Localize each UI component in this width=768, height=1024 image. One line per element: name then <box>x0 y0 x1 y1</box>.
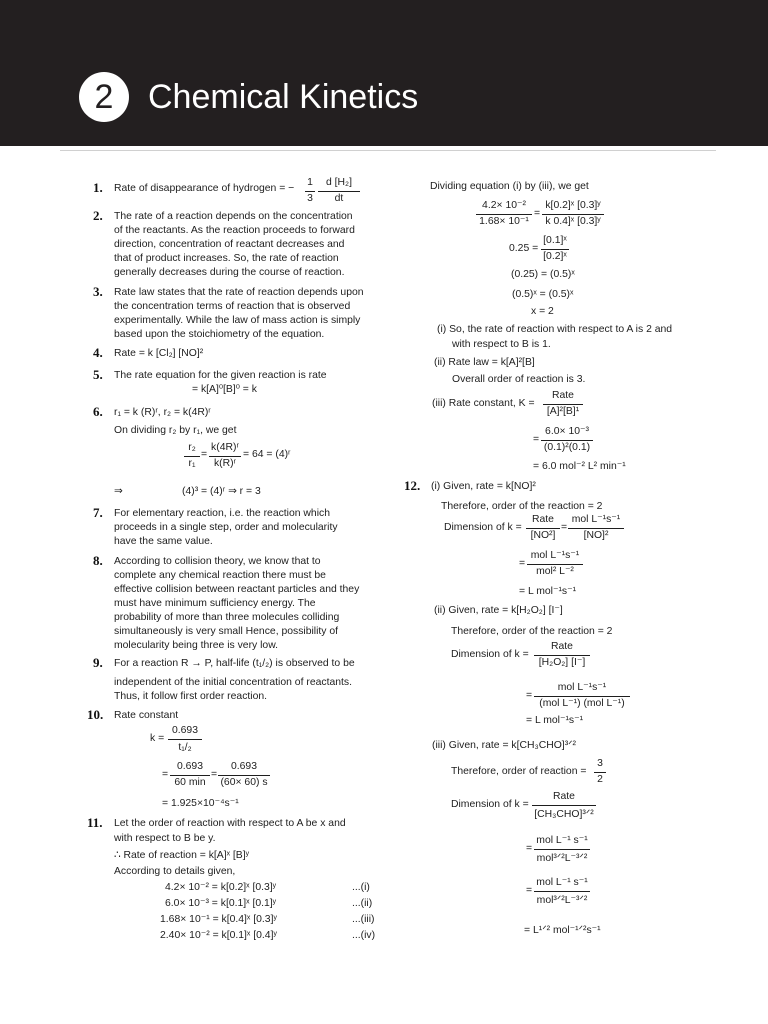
q12-dim-label: Dimension of k = <box>451 799 529 810</box>
q10-frac3-den: (60× 60) s <box>220 777 268 788</box>
q2-line: of the reactants. As the reaction proceeds to forward <box>114 225 355 236</box>
q11-line: According to details given, <box>114 866 236 877</box>
q6-rhs: = 64 = (4)ʳ <box>243 449 291 460</box>
q11-frac1b-num: k[0.2]ˣ [0.3]ʸ <box>545 200 601 211</box>
q11-step: (0.5)ˣ = (0.5)ˣ <box>512 289 574 300</box>
q11-p3-den: [A]²[B]¹ <box>546 406 580 417</box>
q9-line: independent of the initial concentration of reactants. <box>114 677 352 688</box>
q10-frac2-den: 60 min <box>174 777 206 788</box>
q12-iii-order-num: 3 <box>597 758 603 769</box>
q8-line: probability of more than three molecules colliding <box>114 612 340 623</box>
q11-frac2-lhs: 0.25 = <box>509 243 539 254</box>
q12-iii-frac2-num: mol L⁻¹ s⁻¹ <box>536 835 588 846</box>
q1-d-den: dt <box>334 193 344 204</box>
q6-line: On dividing r₂ by r₁, we get <box>114 425 237 436</box>
q12-ii-frac1-num: Rate <box>551 641 573 652</box>
q3-line: Rate law states that the rate of reaction depends upon <box>114 287 364 298</box>
q12-dim-label: Dimension of k = <box>451 649 529 660</box>
q12-iii-frac1-den: [CH₃CHO]³ᐟ² <box>534 809 594 820</box>
q7-line: proceeds in a single step, order and molecularity <box>114 522 338 533</box>
q12-ii-frac2-num: mol L⁻¹s⁻¹ <box>557 682 607 693</box>
q8-line: According to collision theory, we know that to <box>114 556 321 567</box>
q11-line: with respect to B be y. <box>114 833 216 844</box>
q11-p3b-den: (0.1)²(0.1) <box>543 442 591 453</box>
q12-number: 12. <box>404 478 421 493</box>
q12-line: Therefore, order of the reaction = 2 <box>441 501 603 512</box>
q12-equals: = <box>561 522 568 533</box>
q11-frac1-den: 1.68× 10⁻¹ <box>479 216 529 227</box>
q11-part-line: (i) So, the rate of reaction with respect to A is 2 and <box>437 324 673 335</box>
q8-line: simultaneously is very small Hence, possibility of <box>114 626 339 637</box>
q11-line: ∴ Rate of reaction = k[A]ˣ [B]ʸ <box>114 850 249 861</box>
q8-line: effective collision between reactant particles and they <box>114 584 360 595</box>
q10-frac1-den: t₁/₂ <box>178 742 192 753</box>
q2-line: that of product increases. So, the rate of reaction <box>114 253 339 264</box>
q6-frac2-den: k(R)ʳ <box>213 458 237 469</box>
q12-line: Therefore, order of reaction = <box>451 766 587 777</box>
q4-number: 4. <box>93 345 103 360</box>
q6-line: r₁ = k (R)ʳ, r₂ = k(4R)ʳ <box>114 407 211 418</box>
q11-frac2-den: [0.2]ˣ <box>543 251 567 262</box>
q11-equation-tag: ...(iii) <box>352 914 375 925</box>
q12-i-frac2-num: mol L⁻¹s⁻¹ <box>571 514 621 525</box>
q2-line: generally decreases during the course of reaction. <box>114 267 345 278</box>
q3-line: the concentration terms of reaction that is observed <box>114 301 351 312</box>
q12-line: (i) Given, rate = k[NO]² <box>431 481 536 492</box>
q12-i-frac1-den: [NO²] <box>530 530 556 541</box>
q10-label: Rate constant <box>114 710 179 721</box>
q12-iii-frac3-num: mol L⁻¹ s⁻¹ <box>536 877 588 888</box>
q2-line: direction, concentration of reactant decreases and <box>114 239 345 250</box>
q12-equals: = <box>519 558 526 569</box>
q11-frac1b-den: k 0.4]ˣ [0.3]ʸ <box>545 216 601 227</box>
q11-frac1-num: 4.2× 10⁻² <box>482 200 526 211</box>
q6-frac2-num: k(4R)ʳ <box>211 442 239 453</box>
q8-line: molecularity being three is very low. <box>114 640 279 651</box>
q12-ii-frac2-den: (mol L⁻¹) (mol L⁻¹) <box>539 698 625 709</box>
q5-line: The rate equation for the given reaction is rate <box>114 370 327 381</box>
q12-equals: = <box>526 690 533 701</box>
q6-number: 6. <box>93 404 103 419</box>
q12-equals: = <box>526 843 533 854</box>
q3-line: based upon the stoichiometry of the equation. <box>114 329 325 340</box>
q11-equals: = <box>533 434 540 445</box>
q11-equation: 6.0× 10⁻³ = k[0.1]ˣ [0.1]ʸ <box>165 898 277 909</box>
q8-line: complete any chemical reaction there must be <box>114 570 326 581</box>
q4-text: Rate = k [Cl₂] [NO]² <box>114 348 204 359</box>
q7-number: 7. <box>93 505 103 520</box>
q11-equals: = <box>534 208 541 219</box>
q9-line: Thus, it follow first order reaction. <box>114 691 268 702</box>
q10-frac1-num: 0.693 <box>171 725 198 736</box>
q11-p3-num: Rate <box>552 390 574 401</box>
q11-p3-result: = 6.0 mol⁻² L² min⁻¹ <box>533 461 626 472</box>
q11-number: 11. <box>87 815 103 830</box>
q11-part-line: Overall order of reaction is 3. <box>452 374 586 385</box>
q1-frac-den: 3 <box>307 193 313 204</box>
q1-number: 1. <box>93 180 103 195</box>
q6-frac-num: r₂ <box>188 442 196 453</box>
q1-d-num: d [H₂] <box>326 177 352 188</box>
q2-line: The rate of a reaction depends on the concentration <box>114 211 353 222</box>
q8-number: 8. <box>93 553 103 568</box>
q12-line: Therefore, order of the reaction = 2 <box>451 626 613 637</box>
q7-line: have the same value. <box>114 536 213 547</box>
q12-iii-frac1-num: Rate <box>553 791 575 802</box>
q12-i-frac1-num: Rate <box>532 514 554 525</box>
q12-line: (iii) Given, rate = k[CH₃CHO]³ᐟ² <box>432 740 577 751</box>
q12-result: = L¹ᐟ² mol⁻¹ᐟ²s⁻¹ <box>524 925 601 936</box>
q10-frac1-bar <box>168 739 202 740</box>
q12-ii-frac1-den: [H₂O₂] [I⁻] <box>538 657 586 668</box>
q12-line: (ii) Given, rate = k[H₂O₂] [I⁻] <box>434 605 563 616</box>
q12-i-frac3-num: mol L⁻¹s⁻¹ <box>530 550 580 561</box>
q11-equation: 4.2× 10⁻² = k[0.2]ˣ [0.3]ʸ <box>165 882 277 893</box>
q2-number: 2. <box>93 208 103 223</box>
q6-equals: = <box>201 449 208 460</box>
q12-iii-frac2-bar <box>534 849 590 850</box>
q1-text: Rate of disappearance of hydrogen = − <box>114 183 295 194</box>
q11-step: x = 2 <box>531 306 554 317</box>
q6-arrow: ⇒ <box>114 486 123 497</box>
q11-line: Let the order of reaction with respect to A be x and <box>114 818 346 829</box>
q10-result: = 1.925×10⁻⁴s⁻¹ <box>162 798 239 809</box>
q11-equation: 1.68× 10⁻¹ = k[0.4]ˣ [0.3]ʸ <box>160 914 277 925</box>
q10-eq2: = <box>211 769 218 780</box>
q8-line: must have minimum sufficiency energy. The <box>114 598 316 609</box>
q11-p3b-num: 6.0× 10⁻³ <box>545 426 589 437</box>
q5-line: = k[A]⁰[B]⁰ = k <box>192 384 257 395</box>
chapter-title: Chemical Kinetics <box>148 78 419 116</box>
q9-line: For a reaction R → P, half-life (t₁/₂) is observed to be <box>114 658 355 669</box>
q6-conclusion: (4)³ = (4)ʳ ⇒ r = 3 <box>182 486 261 497</box>
q12-equals: = <box>526 885 533 896</box>
header-divider <box>60 150 716 151</box>
q10-k: k = <box>150 733 165 744</box>
q10-number: 10. <box>87 707 104 722</box>
q3-line: experimentally. While the law of mass action is simply <box>114 315 361 326</box>
q12-iii-order-den: 2 <box>597 774 603 785</box>
q5-number: 5. <box>93 367 103 382</box>
q11-part-line: (ii) Rate law = k[A]²[B] <box>434 357 535 368</box>
chapter-number-badge: 2 <box>79 72 129 122</box>
q12-iii-frac1-bar <box>532 805 596 806</box>
q12-iii-frac3-bar <box>534 891 590 892</box>
q11-part-line: with respect to B is 1. <box>452 339 551 350</box>
q11-equation-tag: ...(iv) <box>352 930 376 941</box>
q3-number: 3. <box>93 284 103 299</box>
q6-frac-den: r₁ <box>188 458 196 469</box>
q12-dim-label: Dimension of k = <box>444 522 522 533</box>
q10-frac2-num: 0.693 <box>176 761 203 772</box>
q11-part-line: (iii) Rate constant, K = <box>432 398 535 409</box>
q12-iii-frac2-den: mol³ᐟ²L⁻³ᐟ² <box>536 853 588 864</box>
q10-eq: = <box>162 769 169 780</box>
q12-iii-frac3-den: mol³ᐟ²L⁻³ᐟ² <box>536 895 588 906</box>
q11-step: (0.25) = (0.5)ˣ <box>511 269 575 280</box>
q12-result: = L mol⁻¹s⁻¹ <box>526 715 584 726</box>
q12-result: = L mol⁻¹s⁻¹ <box>519 586 577 597</box>
q1-frac-num: 1 <box>307 177 313 188</box>
q11-dividing: Dividing equation (i) by (iii), we get <box>430 181 589 192</box>
q7-line: For elementary reaction, i.e. the reaction which <box>114 508 330 519</box>
q10-frac3-num: 0.693 <box>230 761 257 772</box>
q11-equation-tag: ...(ii) <box>352 898 373 909</box>
q12-i-frac3-den: mol² L⁻² <box>536 566 574 577</box>
q12-i-frac2-den: [NO]² <box>583 530 609 541</box>
q9-number: 9. <box>93 655 103 670</box>
q11-equation-tag: ...(i) <box>352 882 370 893</box>
q11-frac2-num: [0.1]ˣ <box>543 235 567 246</box>
q11-equation: 2.40× 10⁻² = k[0.1]ˣ [0.4]ʸ <box>160 930 277 941</box>
